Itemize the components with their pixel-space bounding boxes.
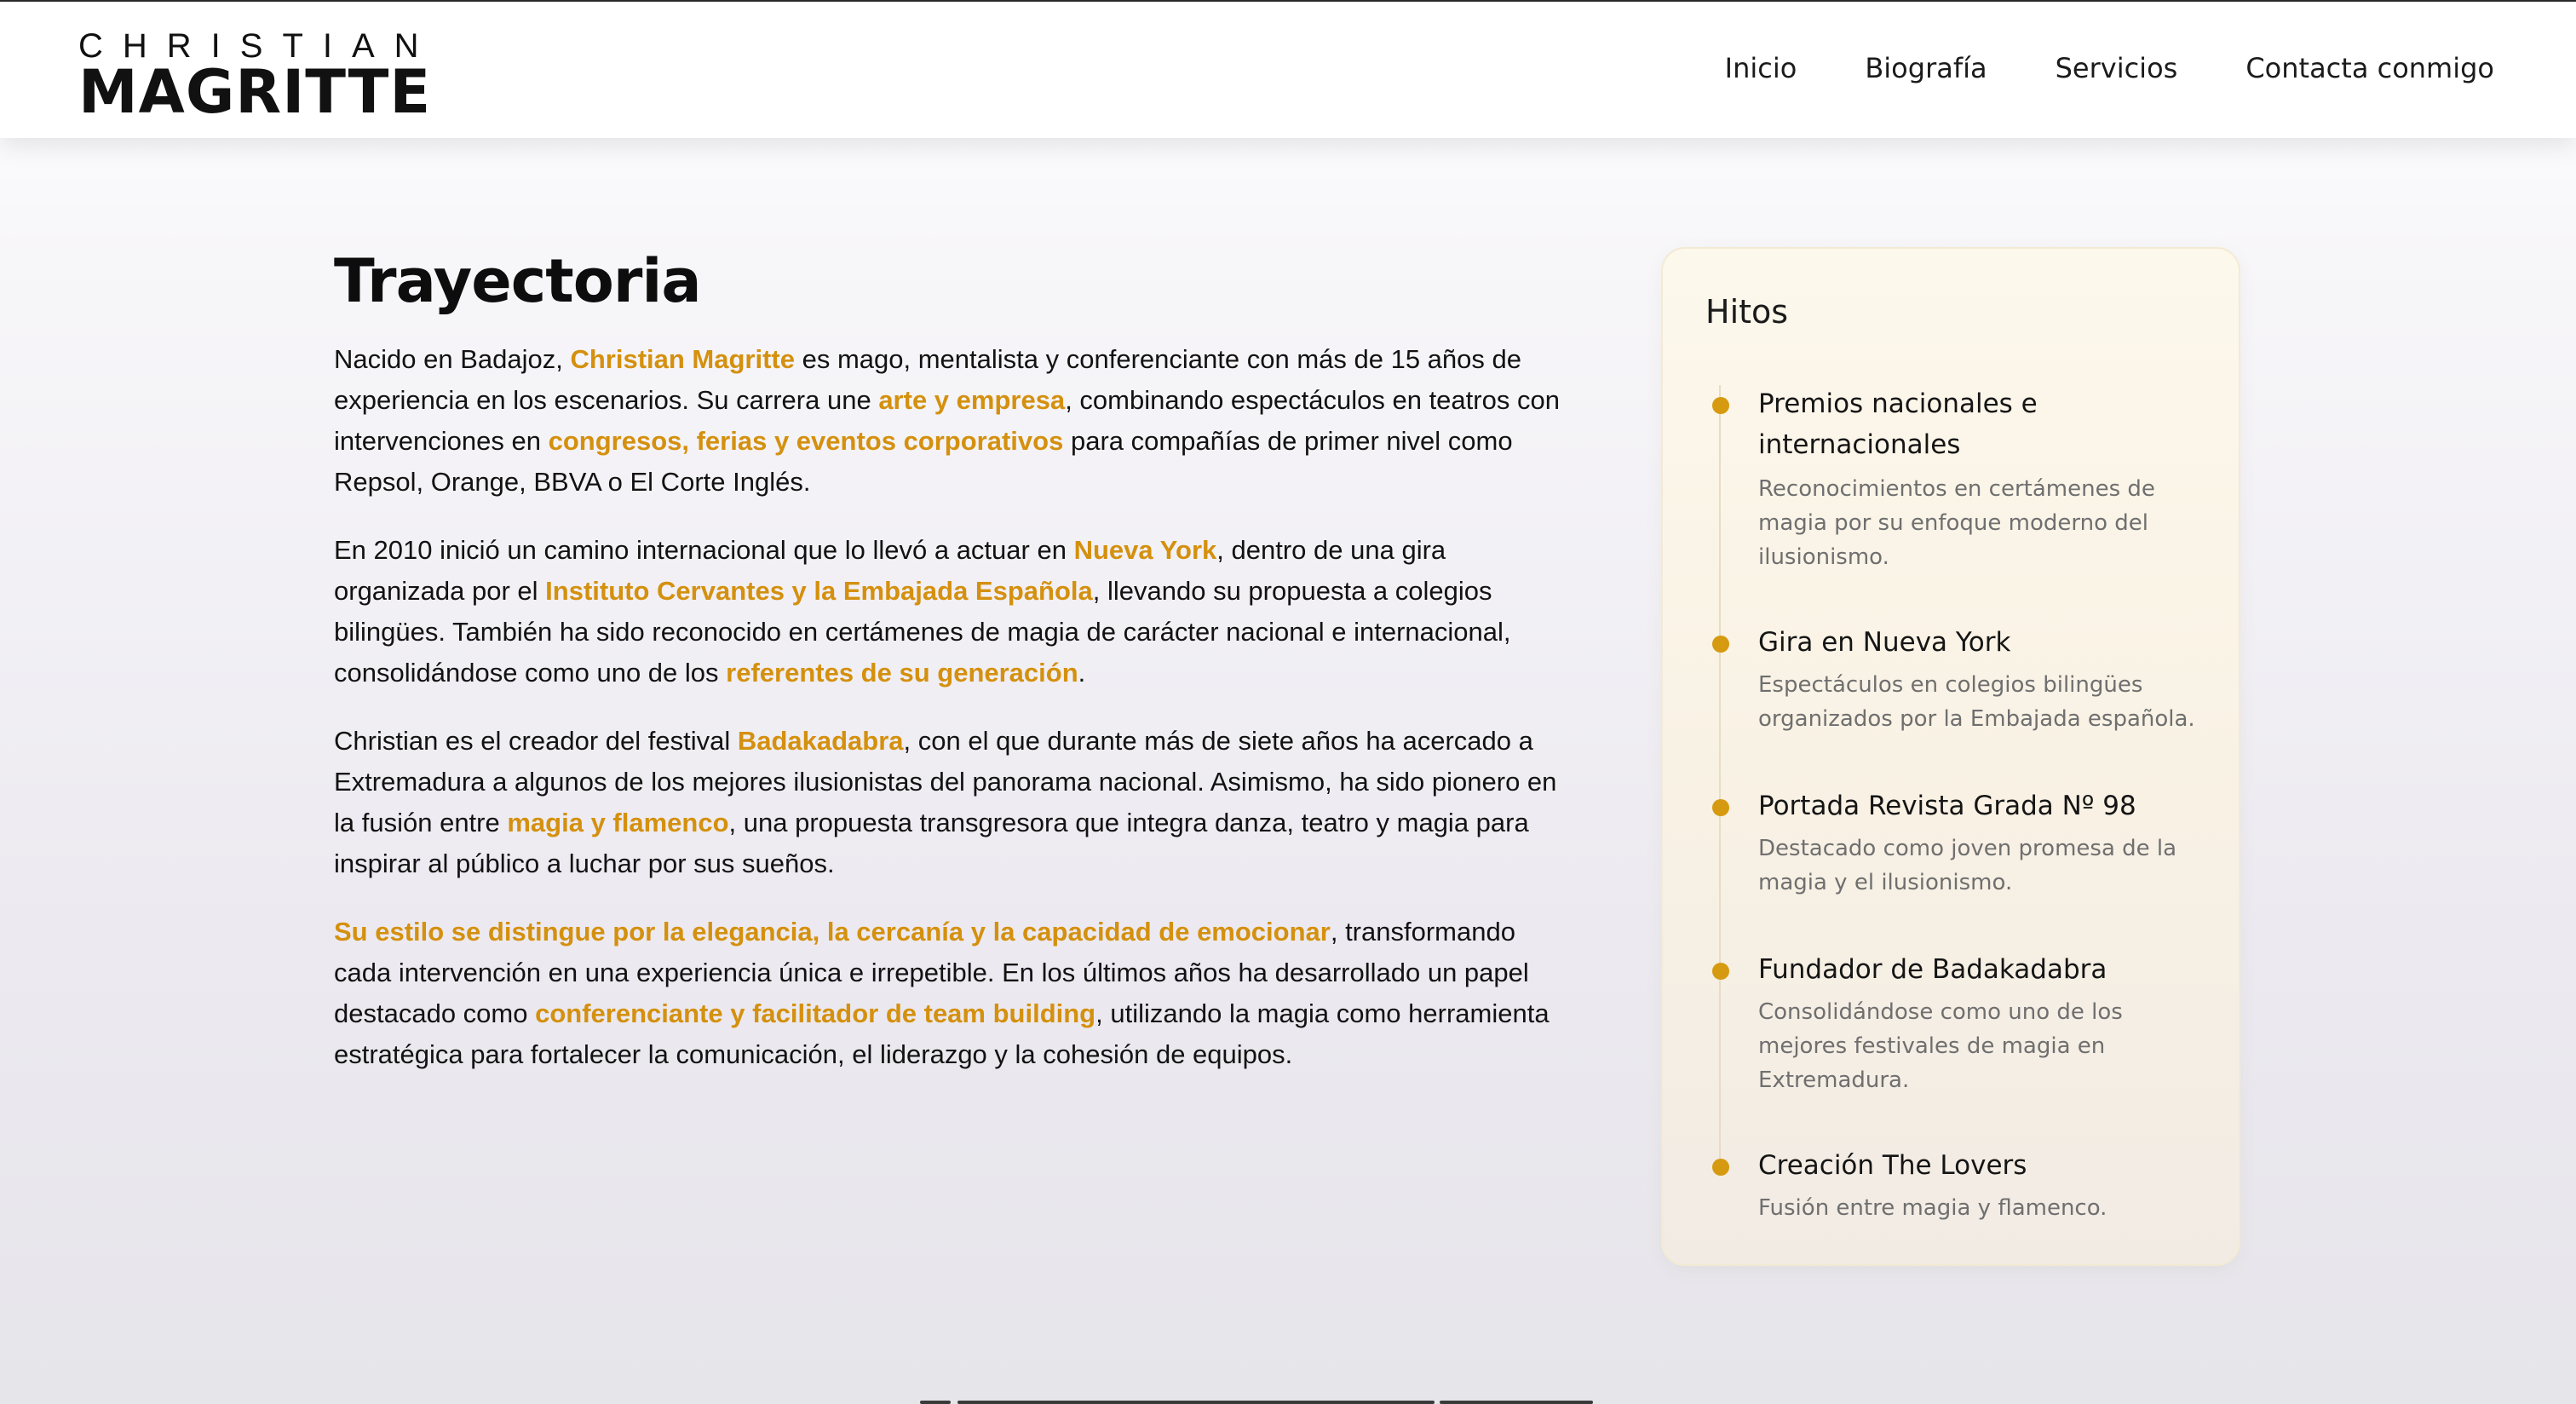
edge-mark	[920, 1401, 951, 1404]
logo-line-2: MAGRITTE	[78, 57, 432, 127]
site-header	[0, 2, 2576, 138]
paragraph-text: , una propuesta transgresora que integra danza, teatro y magia para inspirar al público a luchar por sus sueños.	[334, 808, 1529, 878]
page-title: Trayectoria	[334, 246, 701, 316]
edge-mark	[1440, 1401, 1593, 1404]
paragraph-text: En 2010 inició un camino internacional que lo llevó a actuar en	[334, 535, 1074, 565]
nav-item-inicio[interactable]: Inicio	[1724, 52, 1797, 84]
logo-line-1: CHRISTIAN	[78, 27, 439, 65]
timeline-line	[1719, 385, 1721, 1169]
nav-item-servicios[interactable]: Servicios	[2055, 52, 2178, 84]
hito-desc: Espectáculos en colegios bilingües organizados por la Embajada española.	[1758, 672, 2195, 732]
paragraph	[334, 912, 1578, 1075]
hito-desc: Destacado como joven promesa de la magia y el ilusionismo.	[1758, 836, 2177, 895]
nav-item-biografia[interactable]: Biografía	[1865, 52, 1987, 84]
highlight-text: Badakadabra	[737, 726, 904, 756]
paragraph-text: , llevando su propuesta a colegios bilingües. También ha sido reconocido en certámenes de magia de carácter nacional e internacional, consolidándose como uno de los	[334, 576, 1511, 688]
paragraph	[334, 339, 1578, 503]
timeline-dot-icon	[1712, 1159, 1729, 1176]
paragraph-text: , con el que durante más de siete años ha acercado a Extremadura a algunos de los mejores ilusionistas del panorama nacional. Asimismo, ha sido pionero en la fusión entre	[334, 726, 1557, 837]
timeline-dot-icon	[1712, 636, 1729, 653]
paragraph	[334, 721, 1578, 884]
highlight-text: Su estilo se distingue por la elegancia, la cercanía y la capacidad de emocionar	[334, 917, 1331, 947]
hito-desc: Fusión entre magia y flamenco.	[1758, 1195, 2107, 1221]
paragraph-text: , combinando espectáculos en teatros con intervenciones en	[334, 385, 1560, 456]
hito-title: Gira en Nueva York	[1758, 627, 2011, 658]
hito-title: Fundador de Badakadabra	[1758, 954, 2107, 985]
timeline-dot-icon	[1712, 963, 1729, 980]
highlight-text: congresos, ferias y eventos corporativos	[548, 426, 1064, 456]
hito-desc: Reconocimientos en certámenes de magia por su enfoque moderno del ilusionismo.	[1758, 476, 2155, 570]
hitos-title: Hitos	[1705, 293, 1789, 331]
paragraph-text: Nacido en Badajoz,	[334, 344, 571, 374]
hito-title: Portada Revista Grada Nº 98	[1758, 791, 2136, 821]
paragraph-text: .	[1078, 658, 1086, 688]
highlight-text: Christian Magritte	[570, 344, 795, 374]
site-logo[interactable]	[78, 27, 439, 127]
trayectoria-section	[334, 239, 1578, 1102]
highlight-text: magia y flamenco	[507, 808, 729, 837]
hitos-card	[1661, 247, 2240, 1266]
edge-mark	[957, 1401, 1435, 1404]
highlight-text: Instituto Cervantes y la Embajada Española	[545, 576, 1093, 606]
timeline-dot-icon	[1712, 397, 1729, 414]
bottom-edge	[0, 1394, 2576, 1404]
paragraph-text: , utilizando la magia como herramienta estratégica para fortalecer la comunicación, el liderazgo y la cohesión de equipos.	[334, 998, 1550, 1069]
highlight-text: Nueva York	[1073, 535, 1217, 565]
paragraph-text: para compañías de primer nivel como Repsol, Orange, BBVA o El Corte Inglés.	[334, 426, 1513, 497]
nav-item-contacto[interactable]: Contacta conmigo	[2245, 52, 2494, 84]
highlight-text: referentes de su generación	[726, 658, 1078, 688]
paragraph	[334, 530, 1578, 693]
paragraph-text: es mago, mentalista y conferenciante con más de 15 años de experiencia en los escenarios. Su carrera une	[334, 344, 1521, 415]
hito-title: Creación The Lovers	[1758, 1150, 2027, 1181]
highlight-text: arte y empresa	[878, 385, 1066, 415]
paragraph-text: Christian es el creador del festival	[334, 726, 738, 756]
paragraph-text: , dentro de una gira organizada por el	[334, 535, 1446, 606]
paragraph-text: , transformando cada intervención en una experiencia única e irrepetible. En los últimos años ha desarrollado un papel destacado como	[334, 917, 1529, 1028]
hito-title: Premios nacionales e internacionales	[1758, 388, 2038, 460]
hito-desc: Consolidándose como uno de los mejores festivales de magia en Extremadura.	[1758, 999, 2123, 1093]
main-menu	[1725, 51, 2494, 85]
highlight-text: conferenciante y facilitador de team building	[535, 998, 1096, 1028]
timeline-dot-icon	[1712, 799, 1729, 816]
